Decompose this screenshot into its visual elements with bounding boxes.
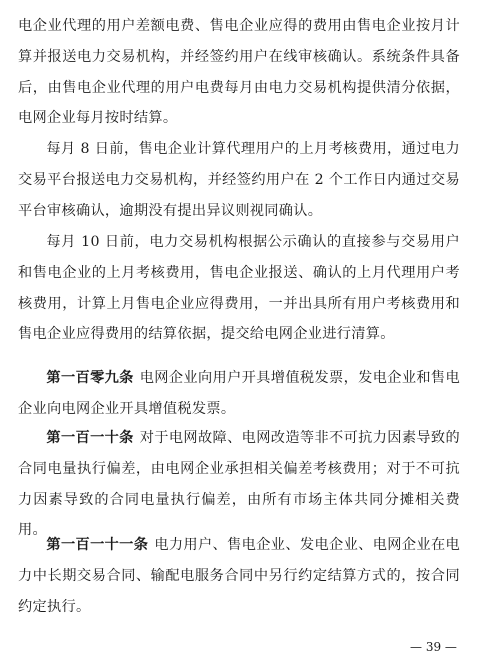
paragraph-text: 每月 10 日前，电力交易机构根据公示确认的直接参与交易用户和售电企业的上月考核费用，售电企业报送、确认的上月代理用户考核费用，计算上月售电企业应得费用，一并出具所有用户考核费用和售电企业应得费用的结算依据，提交给电网企业进行清算。 [18,234,460,343]
paragraph-monthly-10th [18,227,460,350]
article-heading: 第一百一十条 [46,430,134,446]
paragraph-text: 电力用户、售电企业、发电企业、电网企业在电力中长期交易合同、输配电服务合同中另行约定结算方式的，按合同约定执行。 [18,537,460,615]
page-number: — 39 — [410,640,457,654]
paragraph-text: 每月 8 日前，售电企业计算代理用户的上月考核费用，通过电力交易平台报送电力交易机构，并经签约用户在 2 个工作日内通过交易平台审核确认，逾期没有提出异议则视同确认。 [18,141,460,219]
article-heading: 第一百一十一条 [46,537,149,553]
paragraph-settlement-continued [18,11,460,134]
paragraph-text: 对于电网故障、电网改造等非不可抗力因素导致的合同电量执行偏差，由电网企业承担相关偏差考核费用；对于不可抗力因素导致的合同电量执行偏差，由所有市场主体共同分摊相关费用。 [18,430,460,539]
paragraph-monthly-8th [18,134,460,226]
paragraph-text: 电网企业向用户开具增值税发票，发电企业和售电企业向电网企业开具增值税发票。 [18,370,460,417]
paragraph-article-111 [18,530,460,622]
paragraph-text: 电企业代理的用户差额电费、售电企业应得的费用由售电企业按月计算并报送电力交易机构，并经签约用户在线审核确认。系统条件具备后，由售电企业代理的用户电费每月由电力交易机构提供清分依据，电网企业每月按时结算。 [18,18,460,127]
paragraph-article-110 [18,423,460,546]
article-heading: 第一百零九条 [46,370,134,386]
paragraph-article-109 [18,363,460,425]
